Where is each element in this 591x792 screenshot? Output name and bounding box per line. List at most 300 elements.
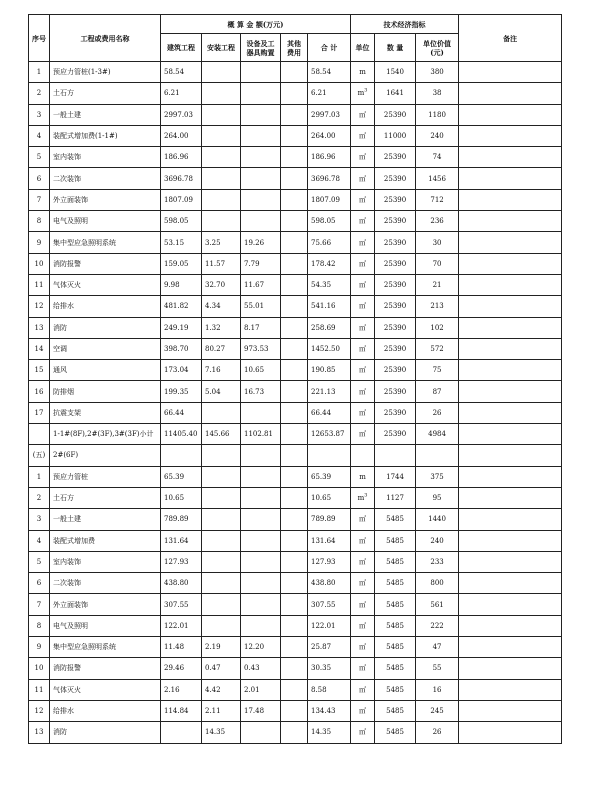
header-budget-group: 概 算 金 额(万元) — [161, 15, 351, 34]
row-construction: 789.89 — [161, 509, 202, 530]
table-row — [29, 466, 562, 487]
row-item-name: 土石方 — [50, 487, 161, 508]
row-unit-price: 380 — [416, 62, 459, 83]
row-seq: 2 — [29, 487, 50, 508]
row-other — [281, 211, 308, 232]
row-construction: 10.65 — [161, 487, 202, 508]
row-equipment — [241, 509, 281, 530]
row-equipment — [241, 211, 281, 232]
row-unit — [351, 722, 375, 743]
unit-text: ㎡ — [359, 132, 367, 141]
row-construction: 6.21 — [161, 83, 202, 104]
row-unit — [351, 530, 375, 551]
row-other — [281, 296, 308, 317]
table-row — [29, 62, 562, 83]
row-other — [281, 189, 308, 210]
row-item-name: 预应力管桩(1-3#) — [50, 62, 161, 83]
row-item-name: 集中型应急照明系统 — [50, 232, 161, 253]
unit-text: ㎡ — [359, 387, 367, 396]
row-unit-price: 712 — [416, 189, 459, 210]
unit-text: m — [359, 472, 366, 481]
row-seq: 4 — [29, 125, 50, 146]
table-row — [29, 551, 562, 572]
row-unit-price: 30 — [416, 232, 459, 253]
row-installation: 11.57 — [202, 253, 241, 274]
table-row — [29, 700, 562, 721]
row-construction: 122.01 — [161, 615, 202, 636]
row-other — [281, 573, 308, 594]
row-item-name: 消防 — [50, 317, 161, 338]
row-seq: 5 — [29, 147, 50, 168]
row-unit-price: 87 — [416, 381, 459, 402]
row-other — [281, 487, 308, 508]
row-seq: 11 — [29, 679, 50, 700]
row-construction — [161, 445, 202, 466]
row-unit — [351, 317, 375, 338]
row-total: 190.85 — [308, 360, 351, 381]
row-unit-price: 572 — [416, 338, 459, 359]
row-other — [281, 83, 308, 104]
row-quantity: 5485 — [375, 658, 416, 679]
row-construction: 1807.09 — [161, 189, 202, 210]
row-quantity: 25390 — [375, 381, 416, 402]
table-row — [29, 125, 562, 146]
row-unit-price: 38 — [416, 83, 459, 104]
header-unit: 单位 — [351, 34, 375, 62]
row-unit — [351, 466, 375, 487]
table-row — [29, 637, 562, 658]
row-remarks — [459, 211, 562, 232]
row-construction: 53.15 — [161, 232, 202, 253]
row-unit — [351, 700, 375, 721]
row-construction: 3696.78 — [161, 168, 202, 189]
row-construction: 307.55 — [161, 594, 202, 615]
row-unit-price: 1440 — [416, 509, 459, 530]
table-row — [29, 594, 562, 615]
row-installation: 4.34 — [202, 296, 241, 317]
row-quantity: 1127 — [375, 487, 416, 508]
unit-text: ㎡ — [359, 707, 367, 716]
unit-text: ㎡ — [359, 259, 367, 268]
row-seq: 1 — [29, 466, 50, 487]
row-unit — [351, 232, 375, 253]
row-remarks — [459, 658, 562, 679]
unit-text: ㎡ — [359, 408, 367, 417]
unit-text: ㎡ — [359, 600, 367, 609]
row-seq: 9 — [29, 232, 50, 253]
row-installation — [202, 62, 241, 83]
table-row — [29, 360, 562, 381]
row-unit-price — [416, 445, 459, 466]
table-row — [29, 424, 562, 445]
row-quantity: 5485 — [375, 615, 416, 636]
row-installation: 0.47 — [202, 658, 241, 679]
row-other — [281, 253, 308, 274]
row-quantity: 1744 — [375, 466, 416, 487]
row-installation — [202, 573, 241, 594]
row-construction: 199.35 — [161, 381, 202, 402]
table-row — [29, 168, 562, 189]
row-quantity — [375, 445, 416, 466]
unit-text: ㎡ — [359, 174, 367, 183]
unit-text: m — [357, 494, 365, 503]
row-remarks — [459, 551, 562, 572]
row-unit-price: 74 — [416, 147, 459, 168]
header-installation: 安装工程 — [202, 34, 241, 62]
row-unit — [351, 274, 375, 295]
row-total: 58.54 — [308, 62, 351, 83]
row-installation: 32.70 — [202, 274, 241, 295]
row-seq: 12 — [29, 296, 50, 317]
row-installation — [202, 104, 241, 125]
header-tech-group: 技术经济指标 — [351, 15, 459, 34]
table-row — [29, 83, 562, 104]
row-total: 258.69 — [308, 317, 351, 338]
row-construction: 11.48 — [161, 637, 202, 658]
row-unit-price: 236 — [416, 211, 459, 232]
row-construction: 127.93 — [161, 551, 202, 572]
row-unit — [351, 658, 375, 679]
row-remarks — [459, 402, 562, 423]
table-row — [29, 189, 562, 210]
row-seq: 13 — [29, 722, 50, 743]
row-other — [281, 658, 308, 679]
row-remarks — [459, 104, 562, 125]
row-quantity: 25390 — [375, 424, 416, 445]
row-total — [308, 445, 351, 466]
row-installation — [202, 168, 241, 189]
header-seq: 序号 — [29, 15, 50, 62]
table-row — [29, 487, 562, 508]
row-total: 307.55 — [308, 594, 351, 615]
unit-text: ㎡ — [359, 515, 367, 524]
table-row — [29, 253, 562, 274]
unit-superscript: 3 — [364, 88, 368, 95]
unit-text: m — [357, 89, 365, 98]
row-seq: 3 — [29, 509, 50, 530]
row-remarks — [459, 487, 562, 508]
row-construction: 2.16 — [161, 679, 202, 700]
row-total: 54.35 — [308, 274, 351, 295]
row-total: 12653.87 — [308, 424, 351, 445]
row-seq: 1 — [29, 62, 50, 83]
row-seq: 7 — [29, 189, 50, 210]
row-remarks — [459, 381, 562, 402]
row-total: 134.43 — [308, 700, 351, 721]
unit-text: ㎡ — [359, 195, 367, 204]
row-remarks — [459, 296, 562, 317]
row-other — [281, 317, 308, 338]
row-seq: 5 — [29, 551, 50, 572]
row-other — [281, 274, 308, 295]
row-unit — [351, 83, 375, 104]
row-other — [281, 168, 308, 189]
row-unit — [351, 360, 375, 381]
row-construction: 398.70 — [161, 338, 202, 359]
row-total: 221.13 — [308, 381, 351, 402]
row-unit-price: 213 — [416, 296, 459, 317]
row-seq: 4 — [29, 530, 50, 551]
row-item-name: 室内装饰 — [50, 551, 161, 572]
row-other — [281, 722, 308, 743]
row-seq: 2 — [29, 83, 50, 104]
row-total: 598.05 — [308, 211, 351, 232]
row-remarks — [459, 573, 562, 594]
row-unit-price: 26 — [416, 402, 459, 423]
row-construction: 159.05 — [161, 253, 202, 274]
row-item-name: 二次装饰 — [50, 168, 161, 189]
unit-text: ㎡ — [359, 153, 367, 162]
row-construction: 66.44 — [161, 402, 202, 423]
row-unit — [351, 445, 375, 466]
row-construction: 249.19 — [161, 317, 202, 338]
table-row — [29, 274, 562, 295]
row-equipment: 10.65 — [241, 360, 281, 381]
row-item-name: 集中型应急照明系统 — [50, 637, 161, 658]
row-quantity: 25390 — [375, 253, 416, 274]
row-other — [281, 637, 308, 658]
row-unit — [351, 381, 375, 402]
row-remarks — [459, 530, 562, 551]
row-item-name: 一般土建 — [50, 104, 161, 125]
row-item-name: 电气及照明 — [50, 211, 161, 232]
row-total: 3696.78 — [308, 168, 351, 189]
unit-text: ㎡ — [359, 323, 367, 332]
row-item-name: 通风 — [50, 360, 161, 381]
table-row — [29, 445, 562, 466]
table-row — [29, 658, 562, 679]
row-unit-price: 75 — [416, 360, 459, 381]
row-installation: 80.27 — [202, 338, 241, 359]
row-quantity: 25390 — [375, 274, 416, 295]
unit-text: ㎡ — [359, 621, 367, 630]
row-total: 14.35 — [308, 722, 351, 743]
row-remarks — [459, 509, 562, 530]
row-installation: 1.32 — [202, 317, 241, 338]
row-total: 186.96 — [308, 147, 351, 168]
row-equipment — [241, 487, 281, 508]
row-unit — [351, 62, 375, 83]
row-total: 75.66 — [308, 232, 351, 253]
row-total: 8.58 — [308, 679, 351, 700]
row-quantity: 1641 — [375, 83, 416, 104]
row-item-name: 气体灭火 — [50, 679, 161, 700]
row-construction: 9.98 — [161, 274, 202, 295]
row-unit — [351, 211, 375, 232]
row-seq: 13 — [29, 317, 50, 338]
row-seq: 14 — [29, 338, 50, 359]
row-unit-price: 47 — [416, 637, 459, 658]
row-remarks — [459, 232, 562, 253]
table-row — [29, 615, 562, 636]
row-total: 2997.03 — [308, 104, 351, 125]
row-construction — [161, 722, 202, 743]
row-other — [281, 402, 308, 423]
table-row — [29, 232, 562, 253]
row-other — [281, 466, 308, 487]
header-unit-price: 单位价值(元) — [416, 34, 459, 62]
row-quantity: 25390 — [375, 317, 416, 338]
table-body — [29, 62, 562, 744]
row-item-name: 给排水 — [50, 296, 161, 317]
row-unit — [351, 551, 375, 572]
row-quantity: 5485 — [375, 509, 416, 530]
row-total: 122.01 — [308, 615, 351, 636]
row-item-name: 装配式增加费 — [50, 530, 161, 551]
row-unit-price: 240 — [416, 125, 459, 146]
unit-text: ㎡ — [359, 238, 367, 247]
row-remarks — [459, 253, 562, 274]
row-installation — [202, 189, 241, 210]
row-total: 541.16 — [308, 296, 351, 317]
row-item-name: 防排烟 — [50, 381, 161, 402]
row-remarks — [459, 679, 562, 700]
unit-text: ㎡ — [359, 302, 367, 311]
row-unit — [351, 189, 375, 210]
header-equipment: 设备及工器具购置 — [241, 34, 281, 62]
row-seq: (五) — [29, 445, 50, 466]
row-equipment: 12.20 — [241, 637, 281, 658]
row-remarks — [459, 594, 562, 615]
row-remarks — [459, 466, 562, 487]
table-row — [29, 722, 562, 743]
row-quantity: 5485 — [375, 722, 416, 743]
row-total: 178.42 — [308, 253, 351, 274]
row-quantity: 5485 — [375, 700, 416, 721]
row-seq: 6 — [29, 168, 50, 189]
row-installation — [202, 125, 241, 146]
row-quantity: 11000 — [375, 125, 416, 146]
row-unit-price: 245 — [416, 700, 459, 721]
row-other — [281, 700, 308, 721]
row-unit — [351, 487, 375, 508]
row-seq: 12 — [29, 700, 50, 721]
row-quantity: 25390 — [375, 296, 416, 317]
unit-text: ㎡ — [359, 281, 367, 290]
row-remarks — [459, 62, 562, 83]
table-row — [29, 530, 562, 551]
table-row — [29, 509, 562, 530]
unit-text: ㎡ — [359, 217, 367, 226]
row-quantity: 5485 — [375, 530, 416, 551]
table-row — [29, 104, 562, 125]
row-item-name: 外立面装饰 — [50, 189, 161, 210]
table-row — [29, 338, 562, 359]
row-construction: 131.64 — [161, 530, 202, 551]
row-item-name: 装配式增加费(1-1#) — [50, 125, 161, 146]
row-other — [281, 232, 308, 253]
row-installation: 5.04 — [202, 381, 241, 402]
row-other — [281, 125, 308, 146]
row-construction: 186.96 — [161, 147, 202, 168]
row-other — [281, 530, 308, 551]
row-item-name: 外立面装饰 — [50, 594, 161, 615]
row-seq: 6 — [29, 573, 50, 594]
row-equipment — [241, 402, 281, 423]
row-unit-price: 375 — [416, 466, 459, 487]
row-total: 789.89 — [308, 509, 351, 530]
row-installation — [202, 466, 241, 487]
row-installation: 3.25 — [202, 232, 241, 253]
row-item-name: 1-1#(8F),2#(3F),3#(3F)小计 — [50, 424, 161, 445]
row-installation: 4.42 — [202, 679, 241, 700]
row-unit-price: 222 — [416, 615, 459, 636]
row-seq: 11 — [29, 274, 50, 295]
row-quantity: 5485 — [375, 679, 416, 700]
row-unit-price: 1456 — [416, 168, 459, 189]
row-equipment: 19.26 — [241, 232, 281, 253]
row-item-name: 二次装饰 — [50, 573, 161, 594]
row-item-name: 一般土建 — [50, 509, 161, 530]
row-other — [281, 62, 308, 83]
unit-text: ㎡ — [359, 557, 367, 566]
unit-text: ㎡ — [359, 728, 367, 737]
row-other — [281, 509, 308, 530]
row-equipment: 8.17 — [241, 317, 281, 338]
row-construction: 481.82 — [161, 296, 202, 317]
row-unit-price: 55 — [416, 658, 459, 679]
row-remarks — [459, 338, 562, 359]
row-equipment: 0.43 — [241, 658, 281, 679]
row-unit — [351, 168, 375, 189]
row-installation — [202, 402, 241, 423]
row-unit — [351, 615, 375, 636]
row-item-name: 预应力管桩 — [50, 466, 161, 487]
row-total: 264.00 — [308, 125, 351, 146]
row-equipment — [241, 445, 281, 466]
row-quantity: 5485 — [375, 594, 416, 615]
table-row — [29, 211, 562, 232]
row-total: 1452.50 — [308, 338, 351, 359]
table-row — [29, 402, 562, 423]
row-other — [281, 338, 308, 359]
row-equipment — [241, 722, 281, 743]
row-quantity: 5485 — [375, 573, 416, 594]
row-total: 65.39 — [308, 466, 351, 487]
row-equipment — [241, 62, 281, 83]
unit-text: ㎡ — [359, 430, 367, 439]
row-construction: 29.46 — [161, 658, 202, 679]
row-unit — [351, 679, 375, 700]
row-total: 6.21 — [308, 83, 351, 104]
row-other — [281, 615, 308, 636]
row-unit-price: 16 — [416, 679, 459, 700]
row-installation — [202, 530, 241, 551]
budget-table — [28, 14, 562, 744]
row-unit-price: 70 — [416, 253, 459, 274]
table-row — [29, 381, 562, 402]
row-remarks — [459, 360, 562, 381]
header-remarks: 备注 — [459, 15, 562, 62]
row-unit-price: 800 — [416, 573, 459, 594]
row-total: 131.64 — [308, 530, 351, 551]
row-equipment — [241, 466, 281, 487]
row-unit — [351, 253, 375, 274]
row-construction: 598.05 — [161, 211, 202, 232]
row-quantity: 25390 — [375, 147, 416, 168]
row-equipment — [241, 573, 281, 594]
row-equipment: 16.73 — [241, 381, 281, 402]
row-seq: 15 — [29, 360, 50, 381]
row-remarks — [459, 637, 562, 658]
row-item-name: 给排水 — [50, 700, 161, 721]
row-item-name: 气体灭火 — [50, 274, 161, 295]
row-unit-price: 95 — [416, 487, 459, 508]
row-remarks — [459, 317, 562, 338]
row-equipment — [241, 551, 281, 572]
row-construction: 2997.03 — [161, 104, 202, 125]
row-unit-price: 102 — [416, 317, 459, 338]
